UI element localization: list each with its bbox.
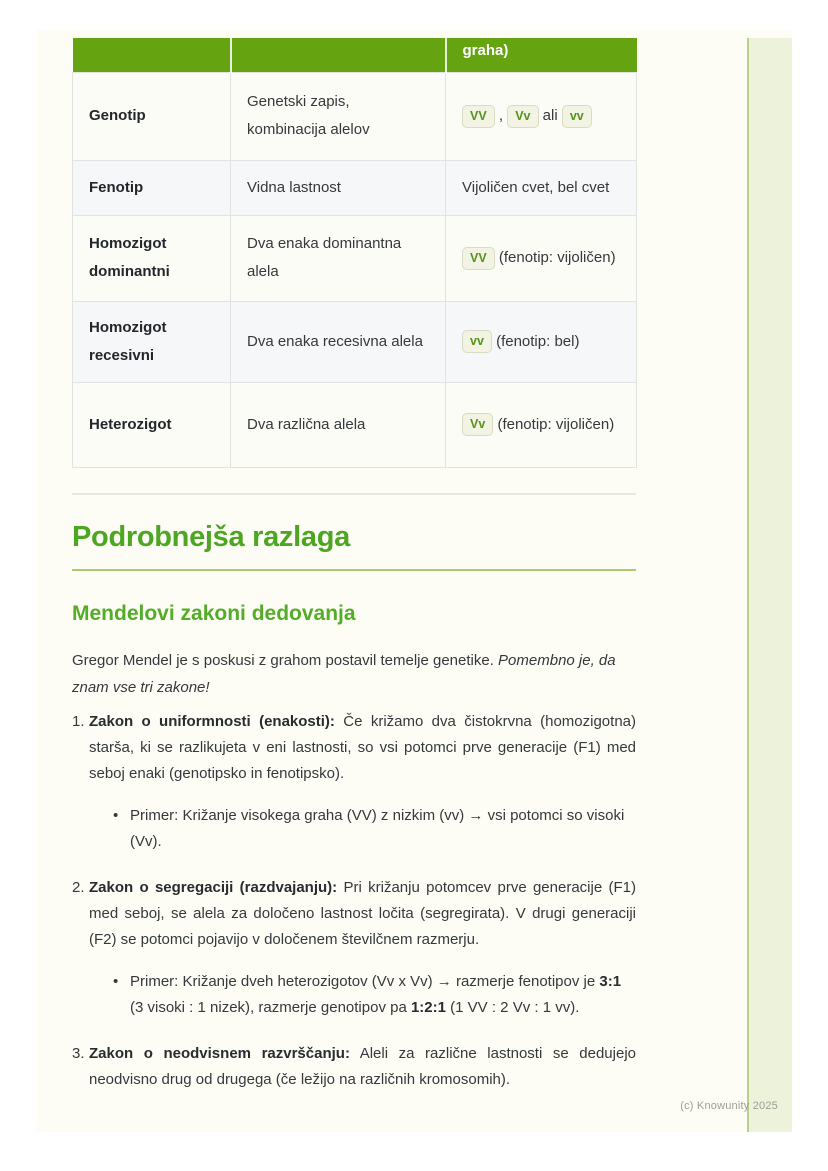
- allele-badge: VV: [462, 105, 495, 128]
- section-divider: [72, 493, 636, 495]
- allele-badge: Vv: [507, 105, 538, 128]
- table-row: [73, 72, 637, 160]
- law-text: Zakon o segregaciji (razdvajanju): Pri križanju potomcev prve generacije (F1) med seboj, se alela za določeno lastnost ločita (segregirata). V drugi generaciji (F2) se potomci pojavijo v določenem številčnem razmerju.: [89, 878, 636, 948]
- term-cell: Heterozigot: [73, 382, 231, 467]
- law-item: [72, 875, 636, 1021]
- table-row: [73, 160, 637, 215]
- text-run: Gregor Mendel je s poskusi z grahom postavil temelje genetike.: [72, 651, 499, 669]
- content-column: [72, 38, 636, 1093]
- law-number: 3.: [72, 1044, 85, 1062]
- section-heading: Podrobnejša razlaga: [72, 520, 350, 553]
- table-row: [73, 215, 637, 301]
- bold-text: 1:2:1: [410, 998, 446, 1016]
- example-bullet: [89, 803, 636, 855]
- table-row: [73, 301, 637, 382]
- header-cell-text: graha): [462, 42, 509, 59]
- term-cell: Genotip: [73, 72, 231, 160]
- text-run: ,: [494, 107, 508, 124]
- allele-badge: VV: [462, 247, 495, 270]
- text-run: ali: [538, 107, 562, 124]
- text-run: (1 VV : 2 Vv : 1 vv).: [446, 998, 580, 1016]
- law-item: [72, 709, 636, 855]
- subsection-heading: Mendelovi zakoni dedovanja: [72, 601, 356, 625]
- law-text: Zakon o uniformnosti (enakosti): Če križamo dva čistokrvna (homozigotna) starša, ki se razlikujeta v eni lastnosti, so vsi potomci prve generacije (F1) med seboj enaki (genotipsko in fenotipsko).: [89, 712, 636, 782]
- law-title: Zakon o segregaciji (razdvajanju):: [89, 878, 338, 896]
- text-run: Vijoličen cvet, bel cvet: [462, 178, 610, 196]
- text-run: (fenotip: bel): [491, 332, 580, 350]
- intro-paragraph: [72, 647, 636, 701]
- example-bullet: [89, 969, 636, 1021]
- law-title: Zakon o uniformnosti (enakosti):: [89, 712, 335, 730]
- heading-underline: [72, 569, 636, 571]
- page-edge-strip: [747, 38, 792, 1132]
- term-cell: Fenotip: [73, 160, 231, 215]
- laws-list: [72, 709, 636, 1093]
- allele-badge: vv: [562, 105, 592, 128]
- definition-cell: Dva enaka dominantna alela: [231, 215, 446, 301]
- copyright-notice: (c) Knowunity 2025: [680, 1100, 778, 1112]
- bold-text: 3:1: [599, 972, 622, 990]
- allele-badge: Vv: [462, 413, 493, 436]
- genetics-terms-table: [72, 38, 637, 468]
- definition-cell: Dva enaka recesivna alela: [231, 301, 446, 382]
- law-title: Zakon o neodvisnem razvrščanju:: [89, 1044, 350, 1062]
- example-cell: [446, 215, 637, 301]
- text-run: (fenotip: vijoličen): [493, 415, 615, 433]
- header-cell-definition: [231, 38, 446, 72]
- text-run: (fenotip: vijoličen): [494, 249, 616, 266]
- header-cell-term: [73, 38, 231, 72]
- table-row: [73, 382, 637, 467]
- italic-text: Pomembno je, da znam vse tri zakone!: [72, 651, 616, 696]
- term-cell: Homozigot recesivni: [73, 301, 231, 382]
- text-run: (3 visoki : 1 nizek), razmerje genotipov pa: [130, 998, 411, 1016]
- text-run: Primer: Križanje dveh heterozigotov (Vv x Vv) → razmerje fenotipov je: [130, 972, 600, 990]
- law-number: 1.: [72, 712, 85, 730]
- example-cell: [446, 382, 637, 467]
- example-cell: [446, 301, 637, 382]
- text-run: Primer: Križanje visokega graha (VV) z nizkim (vv) → vsi potomci so visoki (Vv).: [130, 806, 625, 850]
- definition-cell: Genetski zapis, kombinacija alelov: [231, 72, 446, 160]
- definition-cell: Dva različna alela: [231, 382, 446, 467]
- term-cell: Homozigot dominantni: [73, 215, 231, 301]
- law-number: 2.: [72, 878, 85, 896]
- allele-badge: vv: [462, 330, 492, 353]
- law-text: Zakon o neodvisnem razvrščanju: Aleli za različne lastnosti se dedujejo neodvisno drug od drugega (če ležijo na različnih kromosomih).: [89, 1044, 636, 1088]
- example-cell: [446, 160, 637, 215]
- header-cell-example: [446, 38, 637, 72]
- definition-cell: Vidna lastnost: [231, 160, 446, 215]
- law-item: [72, 1041, 636, 1093]
- table-body: [73, 72, 637, 467]
- example-cell: [446, 72, 637, 160]
- table-header-row: [73, 38, 637, 72]
